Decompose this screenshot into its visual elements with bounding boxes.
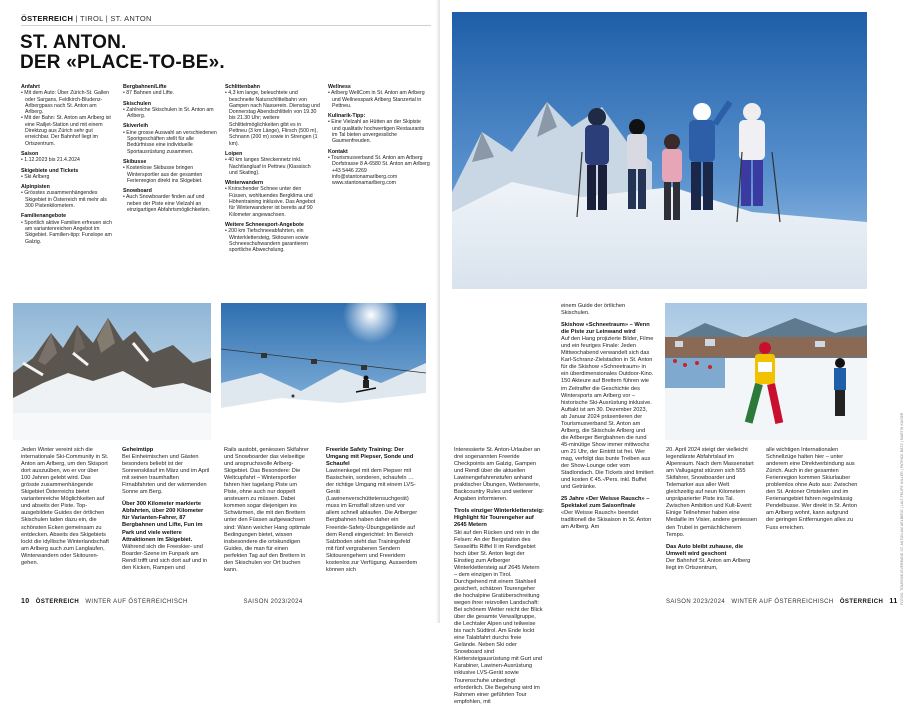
info-bullet: • Eine grosse Auswahl an verschiedenen Sportgeschäften stellt für alle Bedürfnisse eine individuelle Sportausrüstung zusammen. [123, 129, 217, 155]
info-column-1 [21, 84, 115, 245]
body-subheading: Über 300 Kilometer markierte Abfahrten, über 200 Kilometer für Varianten-Fahrer, 87 Bergbahnen und Lifte, Fun im Park und viele weitere Attraktionen im Skigebiet. [122, 501, 204, 543]
info-bullet: • 40 km langes Streckennetz inkl. Nachtlangluaf in Pettneu (Klassisch und Skating). [225, 157, 311, 176]
footer-season-right: SAISON 2023/2024 [666, 599, 726, 605]
body-paragraph: einem Guide der örtlichen Skischulen. [561, 303, 626, 317]
info-heading: Kulinarik-Tipp: [328, 113, 366, 120]
photo-credit: FOTOS: TOURISMUSVERBAND ST. ANTON AM ARLBERG | LUIZ FELIPE MILLER | PATRICK BÄTZ | MARTIN KAISER [900, 412, 904, 605]
info-heading: Winterwandern [225, 180, 264, 187]
footer-left [21, 598, 303, 605]
info-column-2 [123, 84, 217, 213]
info-heading: Bergbahnen/Lifte [123, 84, 167, 90]
info-bullet: • Grösstes zusammenhängendes Skigebiet in Österreich mit mehr als 300 Pistenkilometern. [21, 190, 107, 210]
section-kicker [21, 14, 152, 23]
body-paragraph: Der Bahnhof St. Anton am Arlberg liegt im Ortszentrum, [666, 557, 751, 571]
info-heading: Skibusse [123, 158, 147, 165]
body-subheading: Freeride Safety Training: Der Umgang mit Piepser, Sonde und Schaufel [326, 447, 414, 468]
body-paragraph: 20. April 2024 steigt der vielleicht legendärste Abfahrtslauf im Alpenraum. Nach dem Massenstart am Vallugagrat stürzen sich 555 Skifahrer, Snowboarder und Telemarker aus aller Welt gleichzeitig auf neun Kilometern unpräparierter Piste ins Tal. Zwischen Ambition und Kult-Event: Einige Teilnehmer haben eine Medaille im Visier, andere geniessen den Trubel in gemächlicherem Tempo. [666, 447, 758, 538]
info-heading: Weitere Schneesport-Angebote [225, 221, 304, 228]
info-bullet: • Ski Arlberg [21, 173, 50, 180]
info-bullet: • Mit dem Auto: Über Zürich-St. Gallen oder Sargans, Feldkirch-Bludenz-Arlbergpass nach St. Anton am Arlberg. [21, 90, 110, 116]
info-heading: Familienangebote [21, 213, 67, 220]
info-heading: Snowboard [123, 188, 152, 195]
body-column-8 [766, 447, 858, 537]
info-heading: Skigebiete und Tickets [21, 167, 79, 174]
page-title [20, 33, 225, 73]
footer-brand-left: ÖSTERREICH [35, 599, 80, 605]
info-heading: Anfahrt [21, 84, 40, 90]
body-column-7 [666, 447, 758, 577]
info-bullet: • 4,3 km lange, beleuchtete und beschneite Naturschlittelbahn von Gampen nach Nasserein. Dienstag und Donnerstag Abendschlitteln von 19.30 bis 21.30 Uhr; weitere Schlittelmöglichkeiten gibt es in Pettneu (3 km Länge), Flirsch (500 m), Schnann (200 m) sowie in Strengen (1 km). [225, 90, 320, 147]
title-line-2: DER «PLACE-TO-BE». [20, 52, 225, 73]
photo-mountain-peaks [13, 303, 211, 440]
body-column-3 [224, 447, 312, 579]
info-heading: Saison [21, 150, 39, 157]
info-heading: Kontakt [328, 148, 348, 155]
photo-skiers-group [452, 12, 867, 289]
info-bullet: • Zahlreiche Skischulen in St. Anton am Arlberg. [123, 106, 214, 120]
kicker-divider [21, 25, 431, 26]
photo-ski-race [665, 303, 867, 440]
body-column-6 [561, 303, 654, 536]
info-bullet: • Sportlich aktive Familien erfreuen sich am variantenreichen Angebot im Skigebiet. Familien-tipp: Funslope am Galzig. [21, 219, 112, 245]
body-column-1 [21, 447, 109, 572]
info-heading: Loipen [225, 150, 243, 157]
info-heading: Wellness [328, 84, 351, 90]
body-paragraph: Während sich die Freeskier- und Boarder-Szene im Funpark am Rendl trifft und sich dort auf und in den Kicken, Rampen und [122, 543, 208, 571]
page-number-right: 11 [889, 598, 898, 605]
info-bullet: • Kostenlose Skibusse bringen Wintersportler aus der gesamten Ferienregion direkt ins Skigebiet. [123, 165, 203, 184]
body-column-2 [122, 447, 210, 577]
right-page [440, 0, 904, 705]
page-number-left: 10 [21, 598, 30, 605]
body-subheading: Das Auto bleibt zuhause, die Umwelt wird geschont [666, 543, 744, 557]
body-paragraph: Bei Einheimischen und Gästen besonders beliebt ist der Sonnenskilauf im März und im April mit seinen traumhaften Firnabfahrten und der wärmenden Sonne am Berg. [122, 454, 210, 496]
footer-season-left: SAISON 2023/2024 [243, 599, 303, 605]
left-page [0, 0, 440, 623]
info-bullet: • Eine Vielzahl an Hütten an der Skipiste und qualitativ hochwertigen Restaurants im Tal bieten unvergessliche Gaumenfreuden. [328, 119, 425, 145]
body-subheading: Tirols einziger Winterklettersteig: Highlight für Tourengeher auf 2645 Metern [454, 508, 544, 529]
body-paragraph: alle wichtigen Internationalen Schnellzüge halten hier – unter anderem eine Direktverbindung aus Zürich. Auch in der gesamten Ferienregion kommen Skiurlauber problemlos ohne Auto aus: Zwischen den St. Antoner Ortsteilen und im Ferienangebiet fahren regelmässig Pendelbusse. Wer direkt in St. Anton am Arlberg wohnt, kann aufgrund der geringen Entfernungen alles zu Fuss erreichen. [766, 447, 858, 531]
info-bullet: • Knirschender Schnee unter den Füssen, wohltuendes Bergklima und Höhentraining inklusive. Das Angebot für Winterwanderer ist bereits auf 90 Kilometer angewachsen. [225, 186, 316, 218]
body-paragraph: Auf den Hang projizierte Bilder, Filme und ein feuriges Finale: Jeden Mittwochabend verwandelt sich das Karl-Schranz-Zielstadion in St. Anton für die Skishow «Schneetraum» in ein überdimensionales Outdoor-Kino. 150 Akteure auf Brettern führen wie im Zeitraffer die Geschichte des Wintersports am Arlberg vor – historische Ski-Ausrüstung inklusive. Auftakt ist am 30. Dezember 2023, ab Januar 2024 präsentieren der Tourismusverband St. Anton am Arlberg, die Skischule Arlberg und die Arlberger Bergbahnen die rund 45-minütige Show immer mittwochs um 21 Uhr, der Eintritt ist frei. Wer mag, verfolgt das bunte Treiben aus der Show-Lounge oder vom Stadlondach. Die Tickets sind limitiert und kosten € 45.-/Pers. inkl. Buffet und Getränke. [561, 336, 654, 491]
footer-brand-right: ÖSTERREICH [839, 599, 884, 605]
kicker-country: ÖSTERREICH [21, 14, 74, 23]
body-column-5 [454, 447, 544, 711]
body-paragraph: Ski auf den Rücken und rein in die Felsen: An der Bergstation des Sesselifts Riffel II im Rendlgebiet hoch über St. Anton liegt der Einstieg zum Arlberger Winterklettersteig auf 2645 Metern – dem einzigen in Tirol. Durchgehend mit einem Stahlseil gesichert, schätzen Tourengeher die hochalpine Gratüberschreitung wegen ihrer reizvollen Landschaft: Bei schönem Wetter reicht der Blick über die gesamte Verwallgruppe, die Lechtaler Alpen und teilweise bis nach Südtirol. Am Ende lockt eine Talabfahrt durchs freie Gelände. Neben Ski oder Snowboard sind Klettersteigausrüstung mit Gurt und Karabiner, Lawinen-Ausrüstung inklusive LVS-Gerät sowie Tourenschuhe unbedingt erforderlich. Die Begehung wird im Rahmen einer geführten Tour empfohlen, mit [454, 529, 543, 705]
info-bullet: • 200 km Tiefschneeabfahrten, ein Winterklettersteig, Skitouren sowie Schneeschuhwandern garantieren sportliche Abwechslung. [225, 228, 309, 254]
body-subheading: 25 Jahre «Der Weisse Rausch» – Spektakel zum Saisonfinale [561, 496, 650, 510]
info-bullet: • 1.12.2023 bis 21.4.2024 [21, 157, 80, 164]
info-bullet: • 87 Bahnen und Lifte. [123, 90, 175, 97]
kicker-region: | TIROL | ST. ANTON [75, 14, 152, 23]
footer-title-right: WINTER AUF ÖSTERREICHISCH [731, 599, 834, 605]
photo-skier-chairlift [221, 303, 426, 440]
info-heading: Alpinpisten [21, 184, 50, 191]
info-heading: Schlittenbahn [225, 84, 261, 90]
title-line-1: ST. ANTON. [20, 32, 127, 53]
info-column-3 [225, 84, 320, 253]
body-paragraph: Rails austobt, geniessen Skifahrer und Snowboarder das vielseitige und anspruchsvolle Arlberg-Skigebiet. Das Besondere: Die Weltcupfahrt – Wintersportler fahren hier tagelang Piste um Piste, ohne auch nur doppelt ansteuern zu müssen. Dabei kommen sogar diejenigen ins Schwärmen, die mit den Brettern unter den Füssen aufgewachsen sind: Wann weicher Hang optimale Bedingungen bietet, wissen insbesondere die ortskundigen Guides, die man für einen perfekten Tag auf den Brettern in den Skischulen vor Ort buchen kann. [224, 447, 311, 573]
info-bullet: • Arlberg WellCom in St. Anton am Arlberg und Wellnesspark Arlberg Stanzertal in Pettneu. [328, 90, 425, 109]
info-bullet: • Tourismusverband St. Anton am Arlberg Dorfstrasse 8 A-6580 St. Anton am Arlberg +43 5446 2269 info@stantonamarlberg.com www.stantonamarlberg.com [328, 154, 430, 187]
info-heading: Skischulen [123, 100, 151, 107]
body-subheading: Geheimtipp [122, 447, 154, 453]
info-column-4 [328, 84, 430, 186]
body-paragraph: Lawinenkegel mit dem Piepser mit Basischein, sonderen, schaufeln … der richtige Umgang mit einem LVS-Gerät (Lawinenverschüttetensuchgerät) muss im Ernstfall sitzen und vor allem schnell ablaufen. Die Arlberger Bergbahnen haben daher ein Freeride-Safety-Übungsgelände auf dem Rendl eingerichtet: Im Bereich Salzboden steht das Trainingsfeld mit fünf vergrabenen Sendern Skitourengehern und Freeridern kostenlos zur Verfügung. Ausserdem können sich [326, 468, 418, 573]
body-paragraph: «Der Weisse Rausch» beendet traditionell die Skisaison in St. Anton am Arlberg. Am [561, 510, 652, 531]
info-bullet: • Mit der Bahn: St. Anton am Arlberg ist eine Railjet-Station und mit einem Direktzug aus Zürich sehr gut erreichbar. Der Bahnhof liegt im Ortszentrum. [21, 115, 111, 147]
body-column-4 [326, 447, 418, 579]
body-subheading: Skishow «Schneetraum» – Wenn die Piste zur Leinwand wird [561, 322, 650, 336]
footer-title-left: WINTER AUF ÖSTERREICHISCH [85, 599, 188, 605]
footer-right [666, 598, 898, 605]
body-paragraph: Interessierte St. Anton-Urlauber an drei sogenannten Freeride Checkpoints am Galzig, Gampen und Rendl über die aktuellen Lawinengefahrenstufen anhand praktischer Übungen, Wetterwerte, Backcountry Rules und weiterer Angaben informieren. [454, 447, 541, 503]
body-paragraph: Jeden Winter vereint sich die internationale Ski-Community in St. Anton am Arlberg, um den Skisport dort auszuüben, wo er vor über 100 Jahren gelebt wird. Das grösste zusammenhängende Skigebiet Österreichs bietet variantenreiche Möglichkeiten auf und abseits der Piste. Top-ausgebildete Guides der örtlichen Skischulen laden dazu ein, die schönsten Ecken gemeinsam zu entdecken. Abseits des Skigebiets lockt die idyllische Winterlandschaft am Arlberg auch zum Langlaufen, Winterwandern oder Skitouren-gehen. [21, 447, 109, 566]
info-bullet: • Auch Snowboarder finden auf und neben der Piste eine Vielzahl an einzigartigen Abfahrtsmöglichkeiten. [123, 194, 211, 214]
info-heading: Skiverleih [123, 123, 149, 130]
